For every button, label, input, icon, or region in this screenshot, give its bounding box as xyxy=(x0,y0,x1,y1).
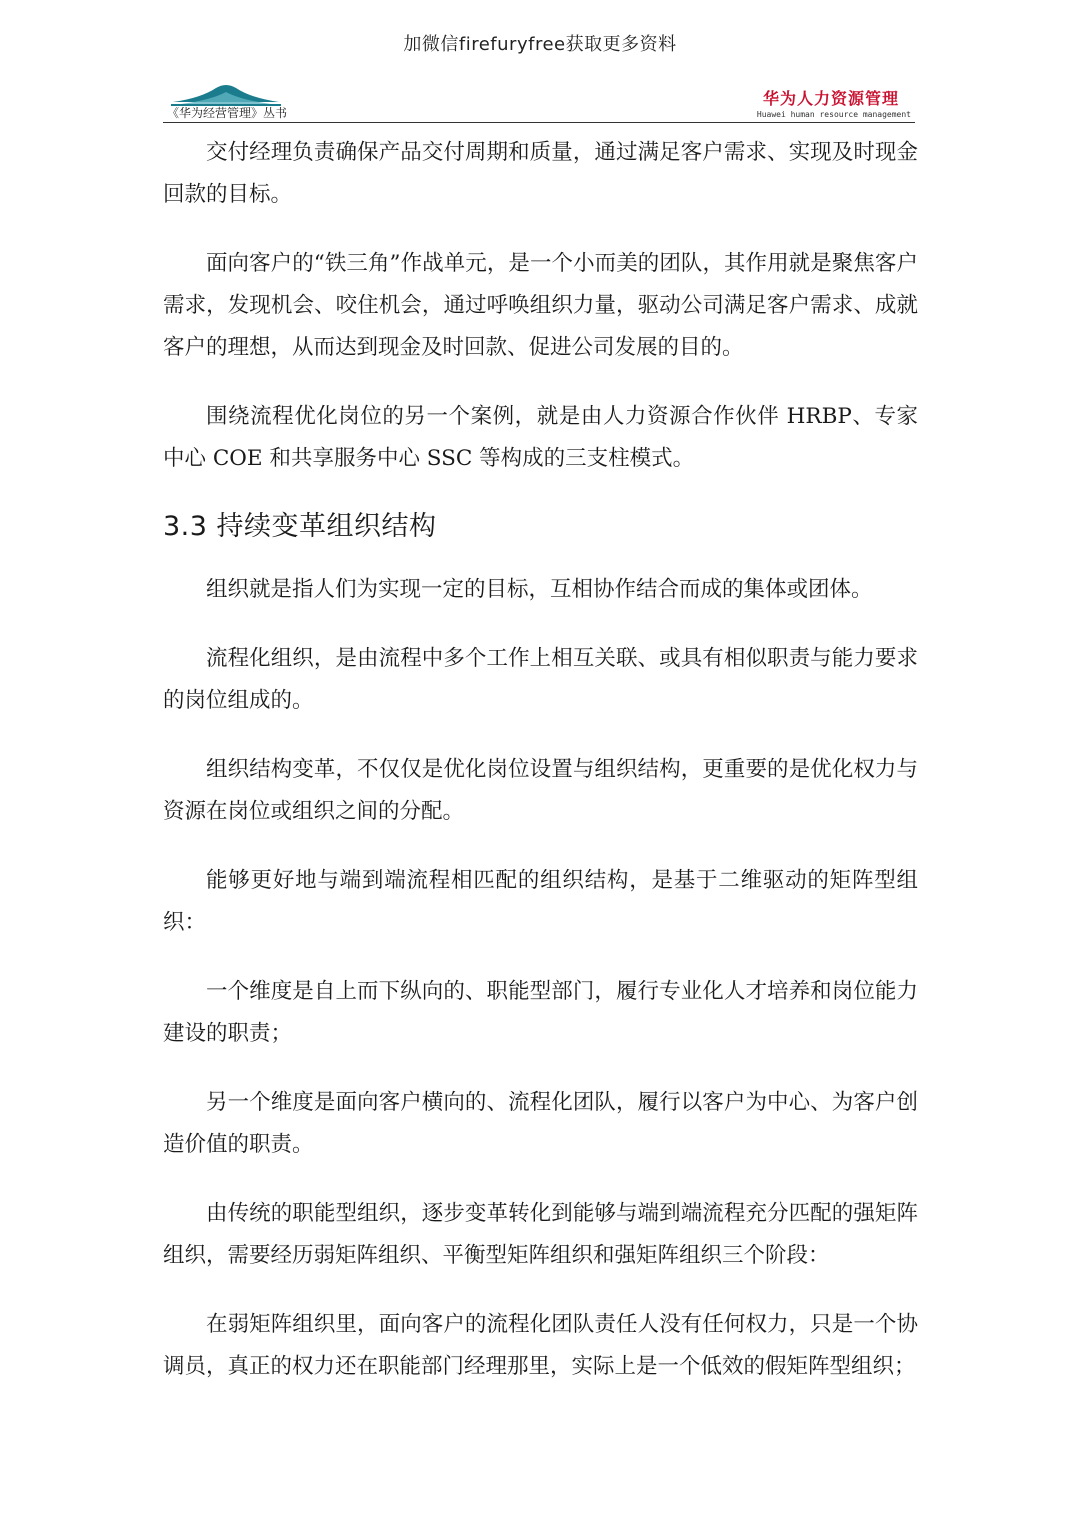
section-heading: 3.3 持续变革组织结构 xyxy=(163,511,437,542)
body-paragraph: 能够更好地与端到端流程相匹配的组织结构，是基于二维驱动的矩阵型组织： xyxy=(163,868,918,935)
body-paragraph: 组织结构变革，不仅仅是优化岗位设置与组织结构，更重要的是优化权力与资源在岗位或组织之间的分配。 xyxy=(163,757,918,824)
body-paragraph: 流程化组织，是由流程中多个工作上相互关联、或具有相似职责与能力要求的岗位组成的。 xyxy=(163,646,918,713)
page-header xyxy=(163,72,915,124)
body-paragraph: 另一个维度是面向客户横向的、流程化团队，履行以客户为中心、为客户创造价值的职责。 xyxy=(163,1090,918,1157)
page-body xyxy=(163,132,918,1415)
header-divider xyxy=(163,122,915,123)
brand-title: 华为人力资源管理 xyxy=(762,89,899,108)
body-paragraph: 面向客户的“铁三角”作战单元，是一个小而美的团队，其作用就是聚焦客户需求，发现机会、咬住机会，通过呼唤组织力量，驱动公司满足客户需求、成就客户的理想，从而达到现金及时回款、促进公司发展的目的。 xyxy=(163,251,918,360)
body-paragraph: 围绕流程优化岗位的另一个案例，就是由人力资源合作伙伴 HRBP、专家中心 COE 和共享服务中心 SSC 等构成的三支柱模式。 xyxy=(163,404,918,471)
series-title: 《华为经营管理》丛书 xyxy=(167,106,288,120)
body-paragraph: 交付经理负责确保产品交付周期和质量，通过满足客户需求、实现及时现金回款的目标。 xyxy=(163,140,918,207)
body-paragraph: 组织就是指人们为实现一定的目标，互相协作结合而成的集体或团体。 xyxy=(206,577,873,602)
body-paragraph: 由传统的职能型组织，逐步变革转化到能够与端到端流程充分匹配的强矩阵组织，需要经历弱矩阵组织、平衡型矩阵组织和强矩阵组织三个阶段： xyxy=(163,1201,918,1268)
body-paragraph: 一个维度是自上而下纵向的、职能型部门，履行专业化人才培养和岗位能力建设的职责； xyxy=(163,979,918,1046)
brand-subtitle: Huawei human resource management xyxy=(756,110,911,119)
watermark-text: 加微信firefuryfree获取更多资料 xyxy=(403,34,677,55)
body-paragraph: 在弱矩阵组织里，面向客户的流程化团队责任人没有任何权力，只是一个协调员，真正的权力还在职能部门经理那里，实际上是一个低效的假矩阵型组织； xyxy=(163,1312,918,1379)
